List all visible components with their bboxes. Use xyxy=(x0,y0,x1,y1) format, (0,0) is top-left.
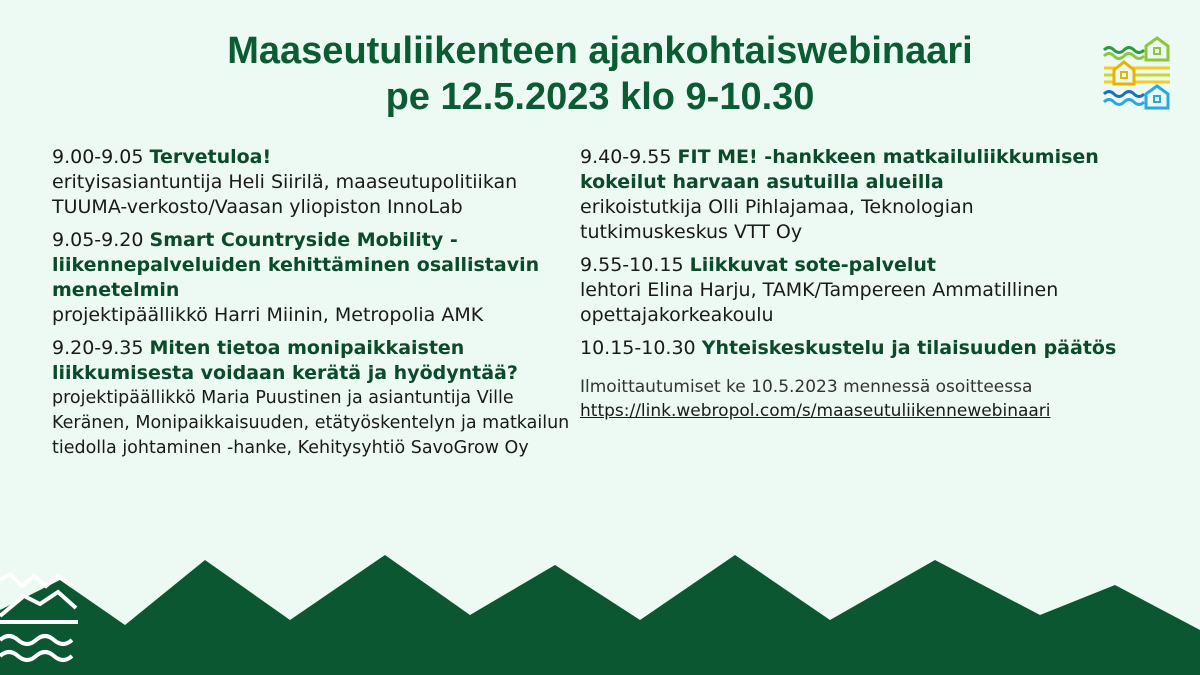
registration-link[interactable]: https://link.webropol.com/s/maaseutuliikennewebinaari xyxy=(580,401,1051,421)
registration-info xyxy=(580,375,1140,423)
item-heading: Miten tietoa monipaikkaisten liikkumisesta voidaan kerätä ja hyödyntää? xyxy=(52,337,518,384)
item-speaker-line: tiedolla johtaminen -hanke, Kehitysyhtiö SavoGrow Oy xyxy=(52,438,529,458)
item-speaker-line: Keränen, Monipaikkaisuuden, etätyöskentelyn ja matkailun xyxy=(52,413,570,433)
item-time: 9.00-9.05 xyxy=(52,146,144,168)
schedule-item xyxy=(580,253,1140,328)
item-time: 9.05-9.20 xyxy=(52,229,144,251)
schedule-item xyxy=(52,336,572,461)
item-heading: FIT ME! -hankkeen matkailuliikkumisen kokeilut harvaan asutuilla alueilla xyxy=(580,146,1099,193)
item-speaker-line: TUUMA-verkosto/Vaasan yliopiston InnoLab xyxy=(52,196,463,218)
item-speaker-line: tutkimuskeskus VTT Oy xyxy=(580,221,803,243)
houses-waves-logo-icon xyxy=(1102,36,1172,110)
schedule-item xyxy=(580,145,1140,245)
item-time: 9.20-9.35 xyxy=(52,337,144,359)
item-heading: Smart Countryside Mobility - liikennepalveluiden kehittäminen osallistavin menetelmin xyxy=(52,229,540,301)
schedule-item xyxy=(580,336,1140,361)
page-title xyxy=(0,28,1200,120)
item-speaker-line: projektipäällikkö Maria Puustinen ja asiantuntija Ville xyxy=(52,388,514,408)
item-speaker-line: lehtori Elina Harju, TAMK/Tampereen Ammatillinen xyxy=(580,279,1059,301)
item-speaker-line: erityisasiantuntija Heli Siirilä, maaseutupolitiikan xyxy=(52,171,518,193)
item-heading: Tervetuloa! xyxy=(149,146,272,168)
registration-text: Ilmoittautumiset ke 10.5.2023 mennessä osoitteessa xyxy=(580,377,1033,397)
item-heading: Yhteiskeskustelu ja tilaisuuden päätös xyxy=(701,337,1117,359)
schedule-left-column xyxy=(52,145,572,469)
item-speaker-line: projektipäällikkö Harri Miinin, Metropolia AMK xyxy=(52,304,484,326)
title-line-2: pe 12.5.2023 klo 9-10.30 xyxy=(385,76,815,118)
item-speaker-line: opettajakorkeakoulu xyxy=(580,304,774,326)
schedule-item xyxy=(52,228,572,328)
item-time: 9.55-10.15 xyxy=(580,254,684,276)
item-time: 9.40-9.55 xyxy=(580,146,672,168)
schedule-item xyxy=(52,145,572,220)
hills-decoration xyxy=(0,540,1200,675)
item-time: 10.15-10.30 xyxy=(580,337,696,359)
item-speaker-line: erikoistutkija Olli Pihlajamaa, Teknologian xyxy=(580,196,974,218)
title-line-1: Maaseutuliikenteen ajankohtaiswebinaari xyxy=(227,30,973,72)
wave-mountain-icon xyxy=(0,570,82,670)
item-heading: Liikkuvat sote-palvelut xyxy=(689,254,936,276)
schedule-right-column xyxy=(580,145,1140,423)
